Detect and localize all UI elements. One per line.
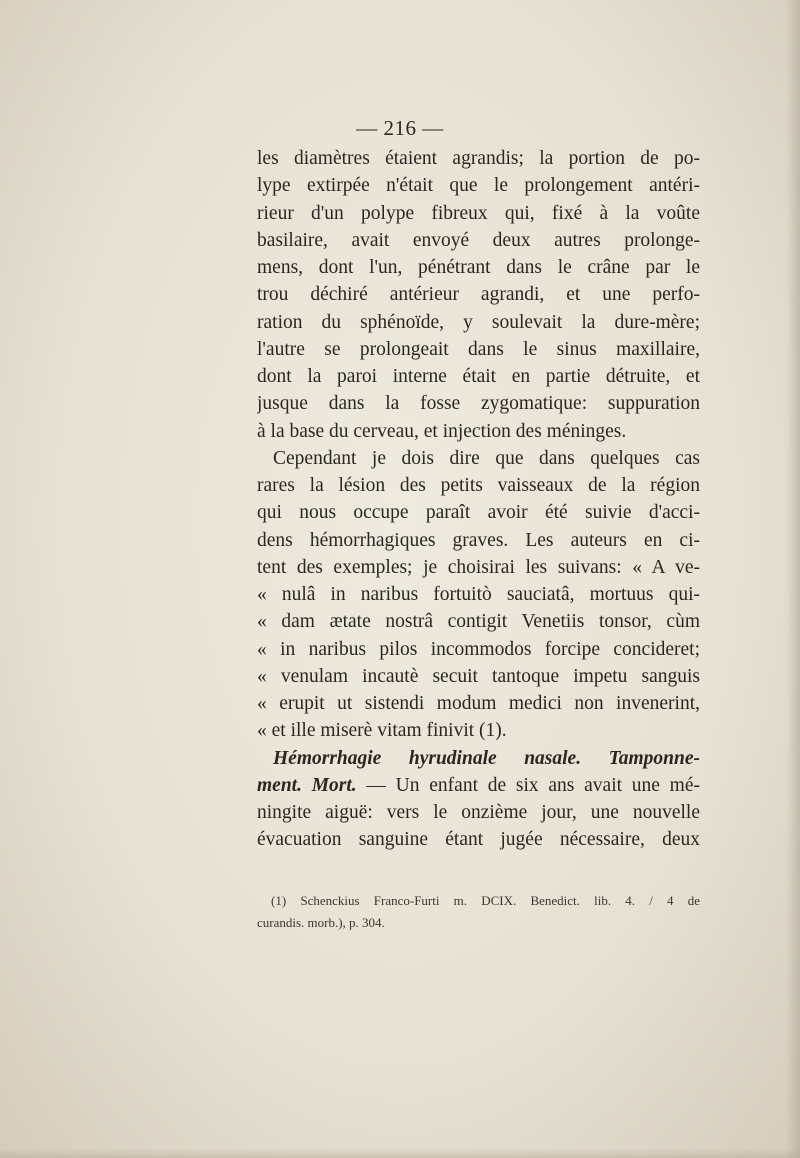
text-line: basilaire, avait envoyé deux autres prolonge-	[257, 229, 700, 251]
section-heading-continued: ment. Mort.	[257, 774, 357, 796]
text-line	[257, 772, 700, 799]
text-line: mens, dont l'un, pénétrant dans le crâne par le	[257, 257, 700, 278]
text-line: dont la paroi interne était en partie détruite, et	[257, 366, 700, 387]
text-line: à la base du cerveau, et injection des méninges.	[257, 420, 627, 442]
text-line: « nulâ in naribus fortuitò sauciatâ, mortuus qui-	[257, 584, 700, 605]
text-line: évacuation sanguine étant jugée nécessaire, deux	[257, 829, 700, 851]
text-line: les diamètres étaient agrandis; la portion de po-	[257, 148, 700, 169]
text-fragment: — Un enfant de six ans avait une mé-	[356, 774, 700, 796]
text-line: trou déchiré antérieur agrandi, et une perfo-	[257, 284, 700, 306]
text-line: Cependant je dois dire que dans quelques cas	[273, 447, 700, 469]
text-line: lype extirpée n'était que le prolongement antéri-	[257, 175, 700, 197]
text-line: ration du sphénoïde, y soulevait la dure-mère;	[257, 311, 700, 333]
footnote-line: curandis. morb.), p. 304.	[257, 915, 385, 930]
text-line: l'autre se prolongeait dans le sinus maxillaire,	[257, 338, 700, 360]
text-line: rares la lésion des petits vaisseaux de la région	[257, 475, 700, 496]
section-heading: Hémorrhagie hyrudinale nasale. Tamponne-	[273, 747, 700, 769]
text-line: tent des exemples; je choisirai les suivans: « A ve-	[257, 556, 700, 578]
text-line: ningite aiguë: vers le onzième jour, une nouvelle	[257, 802, 700, 823]
section-heading-line	[257, 745, 700, 772]
footnote-line: (1) Schenckius Franco-Furti m. DCIX. Benedict. lib. 4. / 4 de	[271, 893, 700, 908]
text-line: « et ille miserè vitam finivit (1).	[257, 720, 507, 742]
body-text	[257, 145, 700, 854]
text-line: « erupit ut sistendi modum medici non invenerint,	[257, 693, 700, 714]
footnote	[257, 890, 700, 934]
text-line: jusque dans la fosse zygomatique: suppuration	[257, 393, 700, 415]
text-line: qui nous occupe paraît avoir été suivie d'acci-	[257, 502, 700, 524]
text-line: « dam ætate nostrâ contigit Venetiis tonsor, cùm	[257, 611, 700, 633]
page-edge-shadow-right	[786, 0, 800, 1158]
page-number: — 216 —	[356, 116, 444, 140]
page-edge-shadow-bottom	[0, 1148, 800, 1158]
text-line: dens hémorrhagiques graves. Les auteurs en ci-	[257, 529, 700, 551]
text-line: « venulam incautè secuit tantoque impetu sanguis	[257, 665, 700, 687]
text-line: « in naribus pilos incommodos forcipe concideret;	[257, 638, 700, 660]
text-line: rieur d'un polype fibreux qui, fixé à la voûte	[257, 202, 700, 224]
